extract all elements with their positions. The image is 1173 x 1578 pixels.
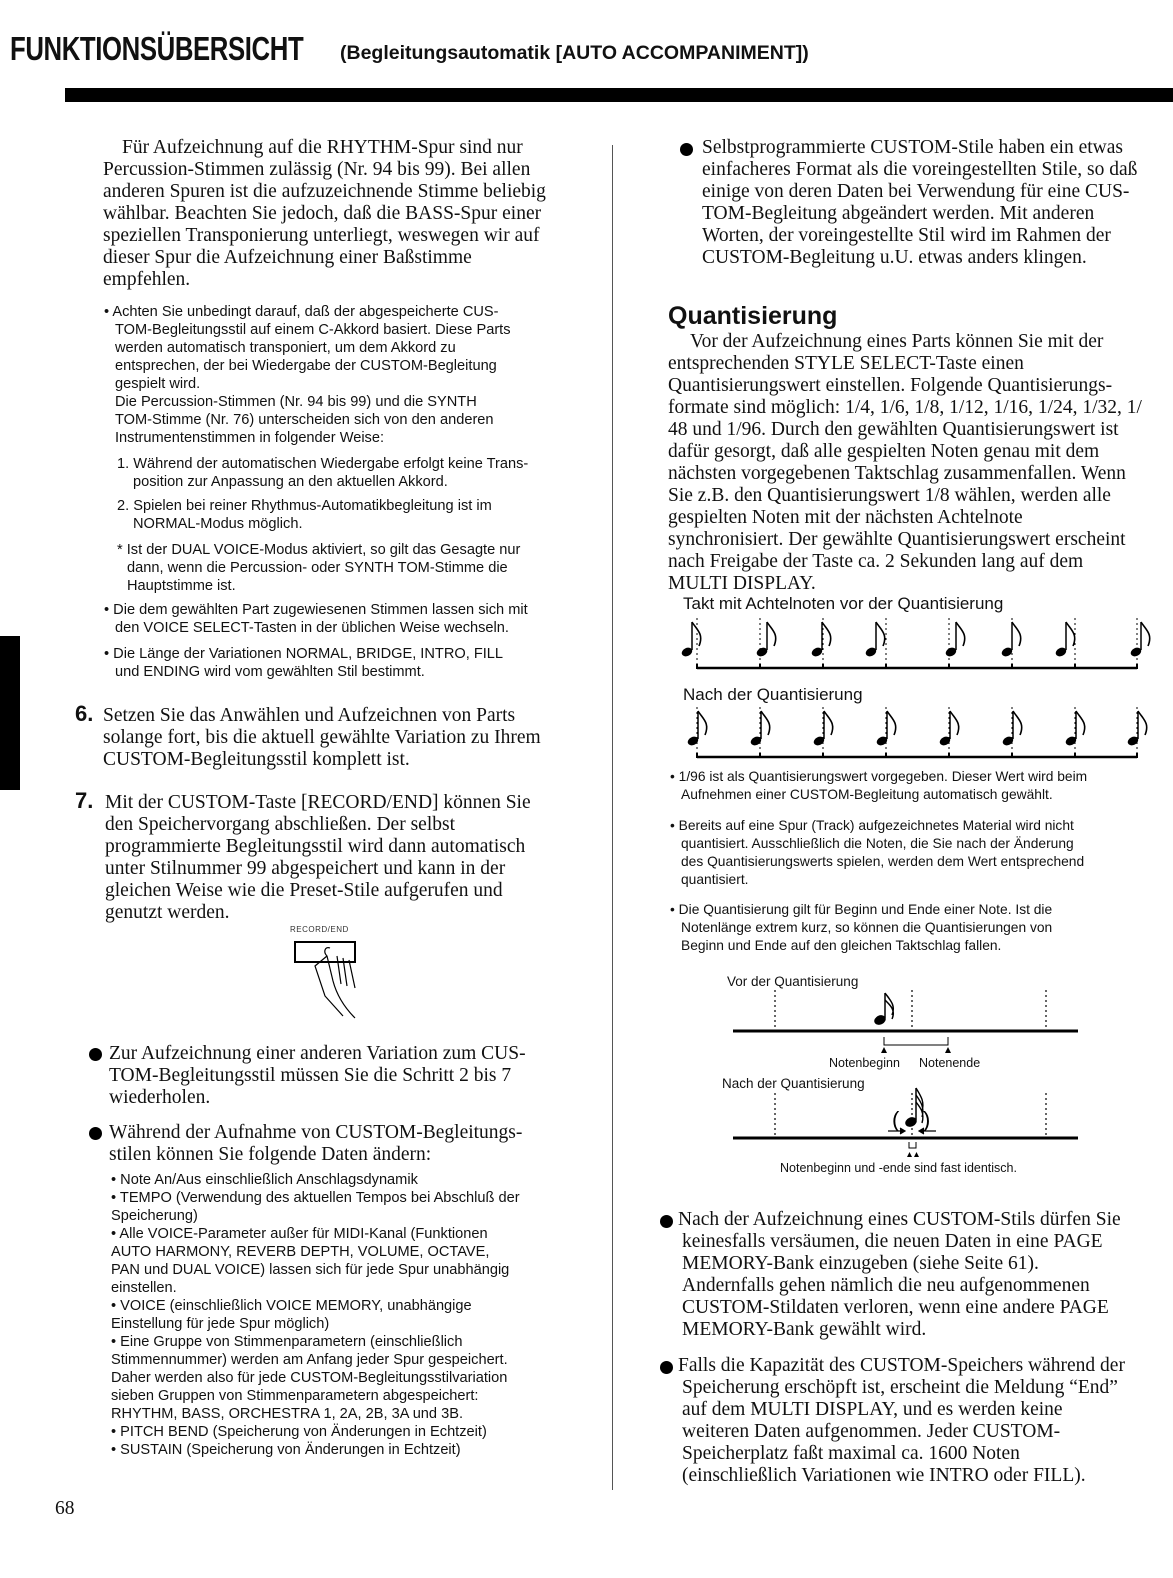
bullet-other-variation [109,1043,526,1109]
text-line: Instrumentenstimmen in folgender Weise: [115,430,385,446]
text-line: einfacheres Format als die voreingestellten Stile, so daß [702,159,1138,180]
duration-bracket [884,1037,948,1045]
text-line: Nach der Aufzeichnung eines CUSTOM-Stils dürfen Sie [678,1209,1121,1230]
text-line: entsprechenden STYLE SELECT-Taste einen [668,353,1024,374]
text-line: 48 und 1/96. Durch den gewählten Quantisierungswert ist [668,419,1119,440]
text-line: gespielten Noten mit der nächsten Achtelnote [668,507,1023,528]
text-line: Sie z.B. den Quantisierungswert 1/8 wählen, werden alle [668,485,1111,506]
text-line: auf dem MULTI DISPLAY, und es werden keine [682,1399,1063,1420]
diagram2-before-label: Vor der Quantisierung [727,974,859,989]
text-line: PAN und DUAL VOICE) lassen sich für jede Spur unabhängig [111,1262,510,1278]
text-line: Mit der CUSTOM-Taste [RECORD/END] können Sie [105,792,531,813]
text-line: • Alle VOICE-Parameter außer für MIDI-Kanal (Funktionen [111,1226,488,1242]
text-line: Für Aufzeichnung auf die RHYTHM-Spur sind nur [122,137,523,158]
text-line: Beginn und Ende auf den gleichen Taktschlag fallen. [681,938,1002,953]
diagram-before-label: Takt mit Achtelnoten vor der Quantisierung [683,594,1004,613]
text-line: Stimmennummer) werden am Anfang jeder Spur gespeichert. [111,1352,508,1368]
text-line: Worten, der voreingestellte Stil wird im Rahmen der [702,225,1111,246]
sixteenth-note-before-icon [873,993,894,1027]
text-line: synchronisiert. Der gewählte Quantisierungswert erscheint [668,529,1126,550]
text-line: keinesfalls versäumen, die neuen Daten in eine PAGE [682,1231,1103,1252]
text-line: Die Percussion-Stimmen (Nr. 94 bis 99) und die SYNTH [115,394,477,410]
note-variation-length [104,645,503,681]
text-line: dieser Spur die Aufzeichnung einer Baßstimme [103,247,472,268]
text-line: MEMORY-Bank einzugeben (siehe Seite 61). [682,1253,1039,1274]
text-line: TOM-Begleitungsstil müssen Sie die Schritt 2 bis 7 [109,1065,512,1086]
text-line: MULTI DISPLAY. [668,573,816,594]
eighth-note-icon [755,622,775,658]
text-line: dafür gesorgt, daß alle gespielten Noten genau mit dem [668,441,1100,462]
step-7-text [105,792,531,924]
text-line: • SUSTAIN (Speicherung von Änderungen in Echtzeit) [111,1442,461,1458]
text-line: Setzen Sie das Anwählen und Aufzeichnen von Parts [103,705,516,726]
text-line: einstellen. [111,1280,177,1296]
text-line: unter Stilnummer 99 abgespeichert und kann in der [105,858,506,879]
text-line: dann, wenn die Percussion- oder SYNTH TOM-Stimme die [127,560,508,576]
text-line: • Achten Sie unbedingt darauf, daß der abgespeicherte CUS- [104,304,499,320]
bullet-icon [680,143,693,156]
intro-paragraph [103,137,546,291]
section-tab-marker [0,636,20,790]
eighth-note-icon [810,622,830,658]
text-line: Speicherung erschöpft ist, erscheint die Meldung “End” [682,1377,1118,1398]
text-line: Zur Aufzeichnung einer anderen Variation zum CUS- [109,1043,526,1064]
text-line: stilen können Sie folgende Daten ändern: [109,1144,432,1165]
text-line: solange fort, bis die aktuell gewählte Variation zu Ihrem [103,727,541,748]
note-c-chord [104,303,511,447]
bullet-icon [89,1127,102,1140]
note-default-96 [670,768,1087,804]
bullet-editable-data [109,1122,522,1166]
text-line: anderen Spuren ist die aufzuzeichnende Stimme beliebig [103,181,546,202]
editable-data-list [111,1171,520,1459]
eighth-note-icon [680,622,700,658]
hand-icon [315,948,355,1018]
step-6-number: 6. [75,701,94,726]
text-line: Falls die Kapazität des CUSTOM-Speichers während der [678,1355,1125,1376]
text-line: AUTO HARMONY, REVERB DEPTH, VOLUME, OCTAVE, [111,1244,490,1260]
text-line: CUSTOM-Begleitung u.U. etwas anders klingen. [702,247,1087,268]
bullet-memory-full [678,1355,1125,1487]
text-line: TOM-Begleitungsstil auf einem C-Akkord basiert. Diese Parts [115,322,511,338]
text-line: • Die Quantisierung gilt für Beginn und Ende einer Note. Ist die [670,902,1053,917]
note-sub-2 [117,497,492,533]
step-7-number: 7. [75,788,94,813]
text-line: position zur Anpassung an den aktuellen Akkord. [133,474,448,490]
note-end-label: Notenende [919,1056,981,1070]
text-line: einige von deren Daten bei Verwendung für eine CUS- [702,181,1130,202]
short-duration-bracket [909,1142,916,1148]
text-line: 1. Während der automatischen Wiedergabe erfolgt keine Trans- [117,456,529,472]
text-line: wählbar. Beachten Sie jedoch, daß die BASS-Spur einer [103,203,542,224]
text-line: gleichen Weise wie die Preset-Stile aufgerufen und [105,880,503,901]
svg-text:): ) [923,1107,931,1132]
text-line: 2. Spielen bei reiner Rhythmus-Automatikbegleitung ist im [117,498,492,514]
eighth-note-icon [1000,622,1020,658]
bullet-custom-format [702,137,1137,269]
beat-markers [775,990,1046,1138]
text-line: Percussion-Stimmen zulässig (Nr. 94 bis 99). Bei allen [103,159,531,180]
text-line: Daher werden also für jede CUSTOM-Begleitungsstilvariation [111,1370,508,1386]
start-end-arrows-close [907,1152,919,1157]
text-line: Während der Aufnahme von CUSTOM-Begleitungs- [109,1122,523,1143]
diagram-after-label: Nach der Quantisierung [683,685,863,704]
note-sub-1 [117,455,528,491]
text-line: Andernfalls gehen nämlich die neu aufgenommenen [682,1275,1090,1296]
text-line: sieben Gruppen von Stimmenparametern abgespeichert: [111,1388,479,1404]
text-line: des Quantisierungswerts spielen, werden dem Wert entsprechend [681,854,1085,869]
eighth-note-icon [944,622,964,658]
text-line: TOM-Stimme (Nr. 76) unterscheiden sich von den anderen [115,412,494,428]
text-line: RHYTHM, BASS, ORCHESTRA 1, 2A, 2B, 3A und 3B. [111,1406,464,1422]
note-start-label: Notenbeginn [829,1056,900,1070]
column-divider [612,145,613,1490]
text-line: entsprechen, der bei Wiedergabe der CUSTOM-Begleitung [115,358,497,374]
text-line: programmierte Begleitungsstil wird dann automatisch [105,836,526,857]
text-line: Quantisierungswert einstellen. Folgende Quantisierungs- [668,375,1113,396]
bullet-icon [660,1215,673,1228]
eighth-note-icon [1129,622,1149,658]
page-title: FUNKTIONSÜBERSICHT [10,30,304,67]
eighth-note-icon [1054,622,1074,658]
text-line: formate sind möglich: 1/4, 1/6, 1/8, 1/12, 1/16, 1/24, 1/32, 1/ [668,397,1142,418]
text-line: Aufnehmen einer CUSTOM-Begleitung automatisch gewählt. [681,787,1053,802]
note-start-end [670,901,1052,955]
text-line: den VOICE SELECT-Tasten in der üblichen Weise wechseln. [115,620,509,636]
text-line: den Speichervorgang abschließen. Der selbst [105,814,455,835]
note-voices [104,601,528,637]
header-rule [65,88,1173,102]
eighth-note-icon [864,622,884,658]
text-line: • PITCH BEND (Speicherung von Änderungen in Echtzeit) [111,1424,487,1440]
text-line: Notenlänge extrem kurz, so können die Quantisierungen von [681,920,1053,935]
text-line: TOM-Begleitung abgeändert werden. Mit anderen [702,203,1095,224]
note-sub-3 [117,541,520,595]
text-line: genutzt werden. [105,902,230,923]
text-line: • Bereits auf eine Spur (Track) aufgezeichnetes Material wird nicht [670,818,1074,833]
section-heading-quantisierung: Quantisierung [668,302,838,330]
step-6-text [103,705,541,771]
page-number: 68 [55,1498,75,1519]
note-start-end-diagram [720,985,1090,1165]
bullet-page-memory [678,1209,1121,1341]
text-line: weiteren Daten aufgenommen. Jeder CUSTOM- [682,1421,1061,1442]
text-line: nach Freigabe der Taste ca. 2 Sekunden lang auf dem [668,551,1084,572]
text-line: CUSTOM-Stildaten verloren, wenn eine andere PAGE [682,1297,1109,1318]
text-line: • TEMPO (Verwendung des aktuellen Tempos bei Abschluß der [111,1190,520,1206]
svg-text:(: ( [892,1107,900,1132]
text-line: Hauptstimme ist. [127,578,236,594]
text-line: gespielt wird. [115,376,201,392]
text-line: • Eine Gruppe von Stimmenparametern (einschließlich [111,1334,463,1350]
text-line: quantisiert. [681,872,749,887]
bullet-icon [89,1048,102,1061]
text-line: Selbstprogrammierte CUSTOM-Stile haben ein etwas [702,137,1123,158]
text-line: CUSTOM-Begleitungsstil komplett ist. [103,749,410,770]
quantization-eighth-notes-diagram [670,610,1160,770]
text-line: empfehlen. [103,269,191,290]
text-line: MEMORY-Bank gewählt wird. [682,1319,927,1340]
text-line: • Die dem gewählten Part zugewiesenen Stimmen lassen sich mit [104,602,528,618]
note-recorded-material [670,817,1084,889]
text-line: • VOICE (einschließlich VOICE MEMORY, unabhängige [111,1298,472,1314]
text-line: werden automatisch transponiert, um dem Akkord zu [115,340,456,356]
text-line: Einstellung für jede Spur möglich) [111,1316,330,1332]
text-line: • Note An/Aus einschließlich Anschlagsdynamik [111,1172,418,1188]
text-line: quantisiert. Ausschließlich die Noten, die Sie nach der Änderung [681,836,1074,851]
text-line: speziellen Transponierung unterliegt, weswegen wir auf [103,225,540,246]
record-end-button-illustration [285,936,375,1026]
diagram2-caption: Notenbeginn und -ende sind fast identisch. [780,1161,1017,1175]
text-line: * Ist der DUAL VOICE-Modus aktiviert, so gilt das Gesagte nur [117,542,521,558]
text-line: NORMAL-Modus möglich. [133,516,303,532]
text-line: • 1/96 ist als Quantisierungswert vorgegeben. Dieser Wert wird beim [670,769,1088,784]
text-line: nächsten vorgegebenen Taktschlag zusammenfallen. Wenn [668,463,1126,484]
text-line: (einschließlich Variationen wie INTRO oder FILL). [682,1465,1086,1486]
text-line: Speicherplatz faßt maximal ca. 1600 Noten [682,1443,1020,1464]
text-line: • Die Länge der Variationen NORMAL, BRIDGE, INTRO, FILL [104,646,504,662]
page-subtitle: (Begleitungsautomatik [AUTO ACCOMPANIMENT]) [340,42,809,64]
record-end-label: RECORD/END [290,925,349,934]
text-line: und ENDING wird vom gewählten Stil bestimmt. [115,664,425,680]
text-line: wiederholen. [109,1087,211,1108]
diagram2-after-label: Nach der Quantisierung [722,1076,865,1091]
start-end-arrows [881,1047,951,1053]
bullet-icon [660,1361,673,1374]
text-line: Speicherung) [111,1208,198,1224]
text-line: Vor der Aufzeichnung eines Parts können Sie mit der [690,331,1104,352]
quantisierung-paragraph [668,331,1142,595]
